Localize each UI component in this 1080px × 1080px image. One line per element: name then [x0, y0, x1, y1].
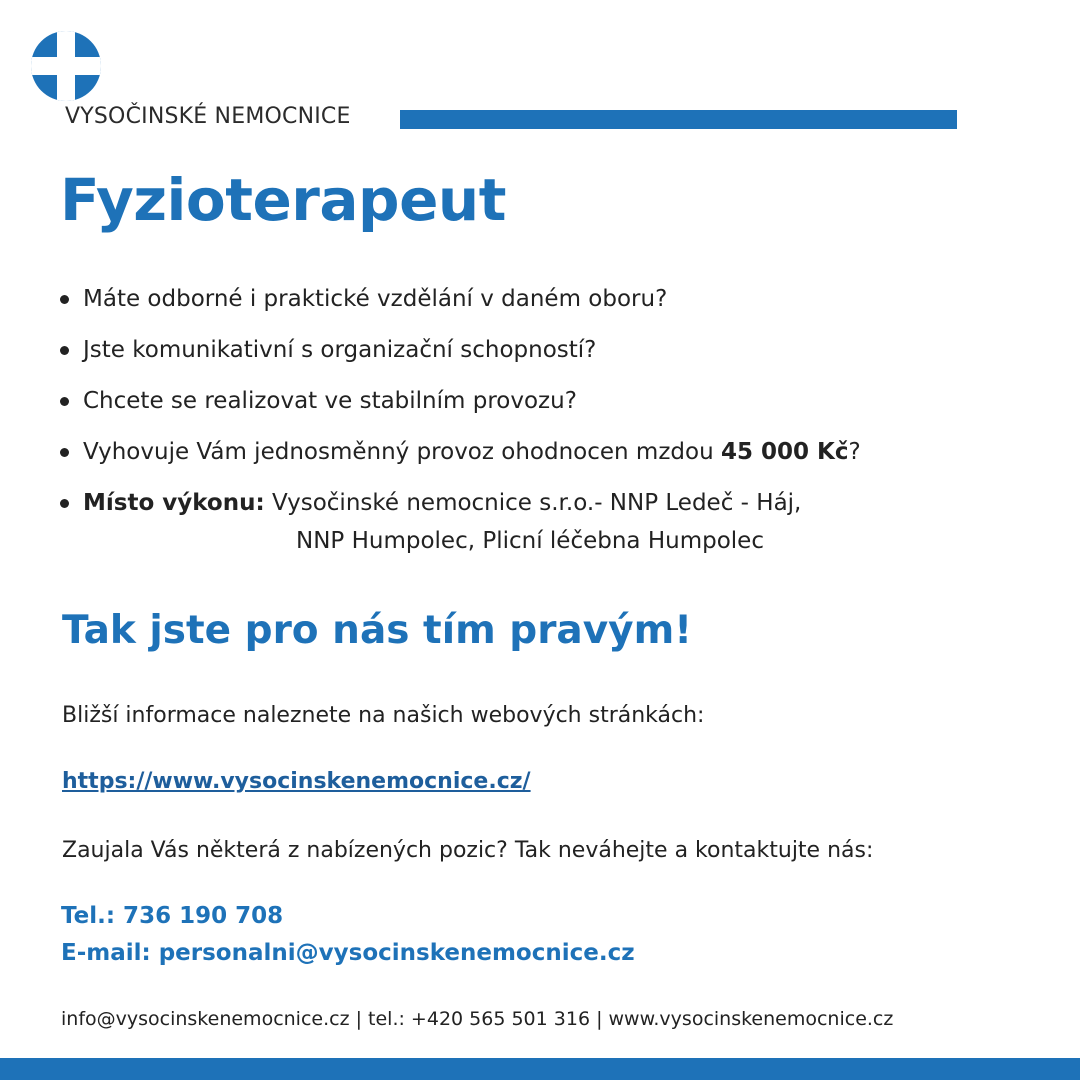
bullet-dot	[60, 448, 69, 457]
bullet-dot	[60, 397, 69, 406]
bullet-text: Chcete se realizovat ve stabilním provozu?	[83, 388, 577, 414]
location-text: Vysočinské nemocnice s.r.o.- NNP Ledeč - Háj,	[264, 490, 802, 516]
location-continuation: NNP Humpolec, Plicní léčebna Humpolec	[296, 528, 764, 554]
bullet-text: Jste komunikativní s organizační schopností?	[83, 337, 597, 363]
footer-text: info@vysocinskenemocnice.cz | tel.: +420 565 501 316 | www.vysocinskenemocnice.cz	[61, 1008, 894, 1030]
location-label: Místo výkonu:	[83, 490, 265, 516]
list-item	[60, 382, 861, 433]
footer-bar	[0, 1058, 1080, 1080]
contact-email: E-mail: personalni@vysocinskenemocnice.cz	[61, 940, 635, 966]
brand-name: VYSOČINSKÉ NEMOCNICE	[65, 104, 351, 129]
bullet-text: Máte odborné i praktické vzdělání v daném oboru?	[83, 286, 668, 312]
list-item	[60, 331, 861, 382]
bullet-dot	[60, 295, 69, 304]
hospital-cross-icon	[30, 30, 102, 102]
bullet-text: Vyhovuje Vám jednosměnný provoz ohodnocen mzdou	[83, 439, 721, 465]
bullet-text-end: ?	[848, 439, 861, 465]
list-item	[60, 484, 861, 588]
bullet-dot	[60, 346, 69, 355]
subheading: Tak jste pro nás tím pravým!	[62, 608, 693, 653]
website-link[interactable]: https://www.vysocinskenemocnice.cz/	[62, 769, 531, 794]
salary-value: 45 000 Kč	[720, 439, 849, 465]
header-bar	[400, 110, 957, 129]
contact-phone: Tel.: 736 190 708	[61, 903, 284, 929]
page-title: Fyzioterapeut	[60, 166, 506, 234]
contact-text: Zaujala Vás některá z nabízených pozic? Tak neváhejte a kontaktujte nás:	[62, 838, 874, 863]
info-text: Bližší informace naleznete na našich webových stránkách:	[62, 703, 705, 728]
list-item	[60, 280, 861, 331]
bullet-dot	[60, 499, 69, 508]
requirements-list	[60, 280, 861, 588]
list-item	[60, 433, 861, 484]
